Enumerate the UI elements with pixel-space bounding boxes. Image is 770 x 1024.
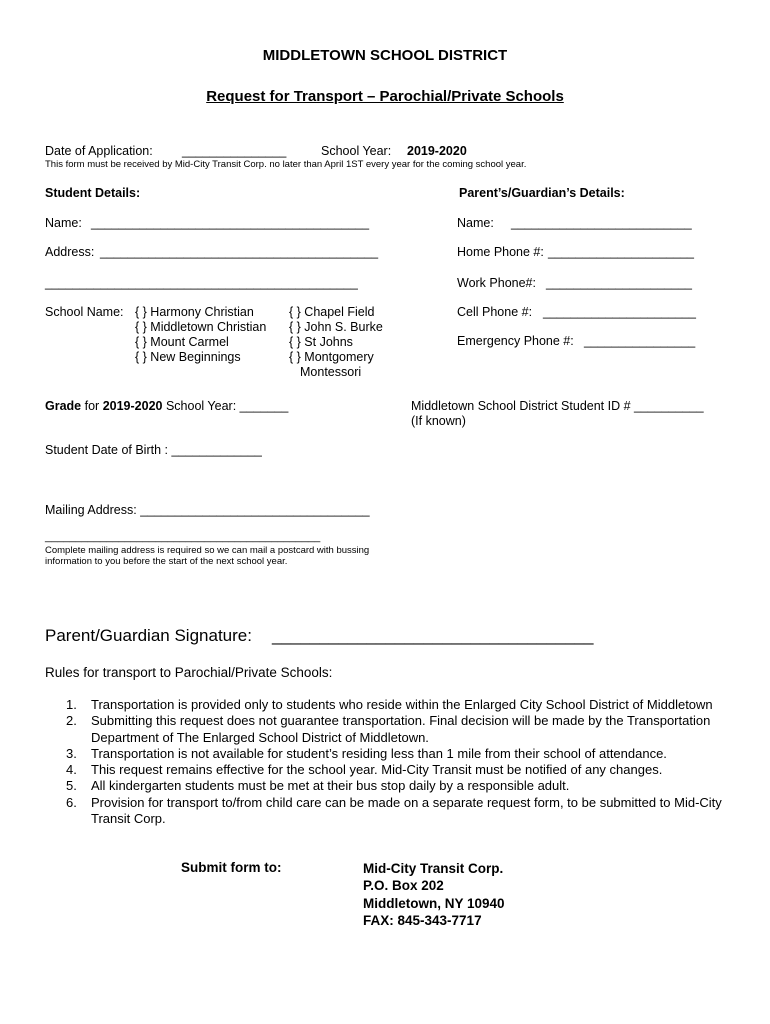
home-phone-label: Home Phone #: [457, 245, 544, 259]
mailing-address-field[interactable]: _________________________________ [140, 503, 370, 517]
rule-item [66, 713, 726, 746]
school-option-john-s-burke[interactable]: { } John S. Burke [289, 320, 383, 334]
rules-list [66, 697, 726, 827]
rule-text: Transportation is provided only to students who reside within the Enlarged City School District of Middletown [91, 697, 713, 712]
emergency-phone-field[interactable]: ________________ [584, 334, 696, 348]
school-option-new-beginnings[interactable]: { } New Beginnings [135, 350, 241, 364]
grade-for: for [84, 399, 100, 413]
rule-item [66, 697, 726, 713]
mailing-address-label: Mailing Address: [45, 503, 137, 517]
school-year-label: School Year: [321, 144, 392, 158]
parent-name-label: Name: [457, 216, 494, 230]
school-option-mount-carmel[interactable]: { } Mount Carmel [135, 335, 229, 349]
submit-city: Middletown, NY 10940 [363, 895, 505, 911]
student-id-note: (If known) [411, 414, 466, 428]
school-option-harmony-christian[interactable]: { } Harmony Christian [135, 305, 254, 319]
submit-po-box: P.O. Box 202 [363, 878, 444, 894]
rule-text: Submitting this request does not guarantee transportation. Final decision will be made by the Transportation Department of The Enlarged School District of Middletown. [91, 713, 711, 745]
grade-year: 2019-2020 [102, 399, 163, 413]
district-title: MIDDLETOWN SCHOOL DISTRICT [262, 47, 508, 64]
student-address-label: Address: [45, 245, 95, 259]
parent-name-field[interactable]: __________________________ [511, 216, 692, 230]
cell-phone-label: Cell Phone #: [457, 305, 533, 319]
emergency-phone-label: Emergency Phone #: [457, 334, 574, 348]
date-of-application-field[interactable]: _______________ [182, 144, 287, 158]
home-phone-field[interactable]: _____________________ [548, 245, 694, 259]
signature-field[interactable]: __________________________________ [272, 626, 594, 645]
dob-field[interactable]: _____________ [171, 443, 262, 457]
dob-label: Student Date of Birth : [45, 443, 168, 457]
work-phone-field[interactable]: _____________________ [546, 276, 692, 290]
student-address-field-line2[interactable]: _____________________________________________ [45, 276, 358, 290]
rules-heading: Rules for transport to Parochial/Private Schools: [45, 665, 333, 680]
mailing-address-field-line2[interactable]: _____________________________________________ [45, 531, 321, 543]
school-options-col2 [289, 305, 383, 380]
mailing-note-line2: information to you before the start of the next school year. [45, 556, 288, 567]
rule-number: 3. [66, 745, 77, 761]
rule-text: This request remains effective for the school year. Mid-City Transit must be notified of any changes. [91, 762, 663, 778]
student-address-field[interactable]: ________________________________________ [100, 245, 379, 259]
rule-number: 5. [66, 778, 77, 794]
student-details-heading: Student Details: [45, 186, 141, 200]
student-name-label: Name: [45, 216, 82, 230]
rule-item [66, 795, 726, 828]
school-options-col1 [135, 305, 266, 365]
signature-label: Parent/Guardian Signature: [45, 626, 252, 645]
school-option-middletown-christian[interactable]: { } Middletown Christian [135, 320, 267, 334]
grade-line [45, 399, 288, 413]
rule-item [66, 762, 726, 778]
rule-text: Transportation is not available for student’s residing less than 1 mile from their school of attendance. [91, 745, 667, 761]
rule-text: Provision for transport to/from child care can be made on a separate request form, to be submitted to Mid-City Transit Corp. [91, 794, 722, 827]
grade-field[interactable]: School Year: _______ [165, 399, 289, 413]
mailing-note-line1: Complete mailing address is required so we can mail a postcard with bussing [45, 545, 370, 556]
mailing-address-line [45, 503, 370, 517]
form-title: Request for Transport – Parochial/Private Schools [206, 88, 564, 105]
grade-label: Grade [45, 399, 82, 413]
student-name-field[interactable]: ________________________________________ [91, 216, 370, 230]
submit-org: Mid-City Transit Corp. [363, 861, 504, 876]
school-year-value: 2019-2020 [407, 144, 467, 158]
rule-number: 1. [66, 697, 77, 712]
submit-label: Submit form to: [181, 860, 282, 875]
parent-details-heading: Parent’s/Guardian’s Details: [459, 186, 625, 200]
dob-line [45, 443, 262, 457]
rule-text: All kindergarten students must be met at their bus stop daily by a responsible adult. [91, 778, 570, 794]
work-phone-label: Work Phone#: [457, 276, 536, 290]
rule-number: 2. [66, 713, 77, 729]
school-option-chapel-field[interactable]: { } Chapel Field [289, 305, 375, 319]
deadline-notice: This form must be received by Mid-City Transit Corp. no later than April 1ST every year for the coming school year. [45, 159, 527, 170]
school-option-montgomery-cont: Montessori [300, 365, 362, 379]
rule-number: 6. [66, 794, 77, 810]
school-option-montgomery[interactable]: { } Montgomery [289, 350, 374, 364]
submit-address [363, 860, 505, 929]
student-id-field[interactable]: Middletown School District Student ID # __________ [411, 399, 704, 413]
school-name-label: School Name: [45, 305, 124, 319]
school-option-st-johns[interactable]: { } St Johns [289, 335, 353, 349]
date-of-application-label: Date of Application: [45, 144, 153, 158]
rule-item [66, 746, 726, 762]
cell-phone-field[interactable]: ______________________ [543, 305, 696, 319]
rule-number: 4. [66, 762, 77, 778]
rule-item [66, 778, 726, 794]
submit-fax: FAX: 845-343-7717 [363, 912, 482, 928]
